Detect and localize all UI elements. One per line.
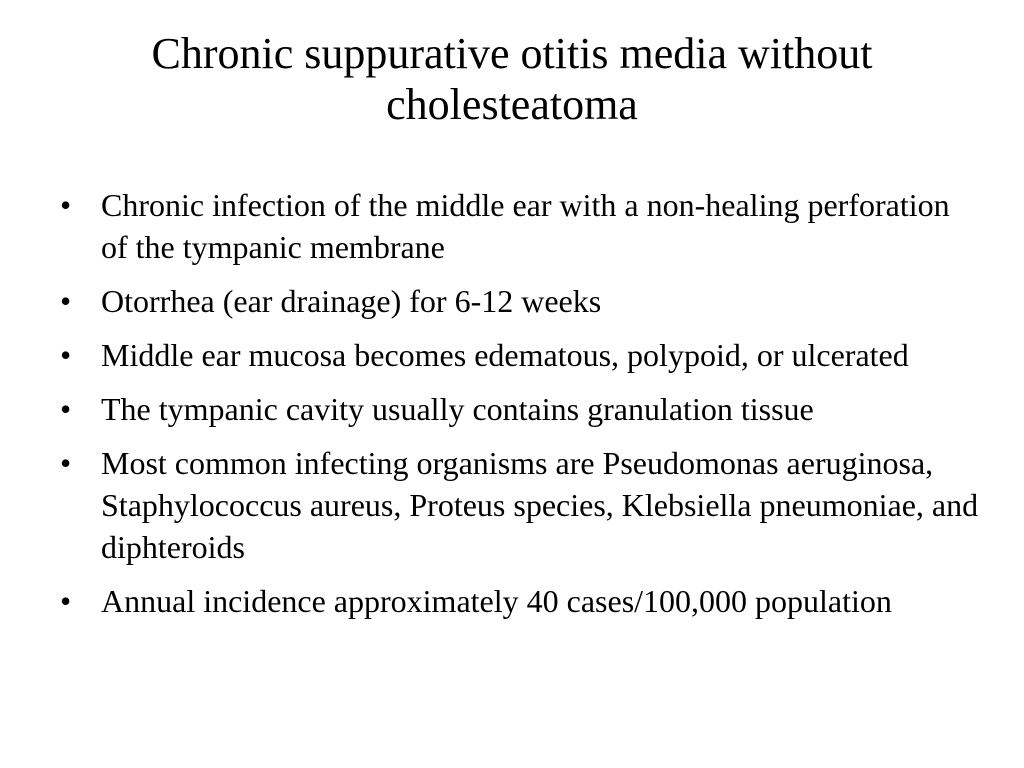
bullet-item	[60, 334, 980, 376]
bullet-item	[60, 442, 980, 568]
bullet-text: Chronic infection of the middle ear with a non-healing perforation of the tympanic membrane	[101, 187, 950, 265]
bullet-list	[60, 184, 980, 634]
bullet-marker: •	[60, 283, 72, 319]
bullet-text: Most common infecting organisms are Pseudomonas aeruginosa, Staphylococcus aureus, Proteus species, Klebsiella pneumoniae, and diphteroids	[101, 445, 979, 565]
bullet-marker: •	[60, 391, 72, 427]
bullet-marker: •	[60, 337, 72, 373]
bullet-item	[60, 184, 980, 268]
bullet-item	[60, 280, 980, 322]
bullet-marker: •	[60, 583, 72, 619]
bullet-item	[60, 580, 980, 622]
bullet-text: Otorrhea (ear drainage) for 6-12 weeks	[101, 283, 602, 319]
bullet-marker: •	[60, 445, 72, 481]
bullet-text: The tympanic cavity usually contains granulation tissue	[101, 391, 814, 427]
bullet-item	[60, 388, 980, 430]
slide-title: Chronic suppurative otitis media without cholesteatoma	[151, 29, 873, 129]
bullet-text: Middle ear mucosa becomes edematous, polypoid, or ulcerated	[101, 337, 909, 373]
bullet-text: Annual incidence approximately 40 cases/100,000 population	[101, 583, 892, 619]
bullet-marker: •	[60, 187, 72, 223]
